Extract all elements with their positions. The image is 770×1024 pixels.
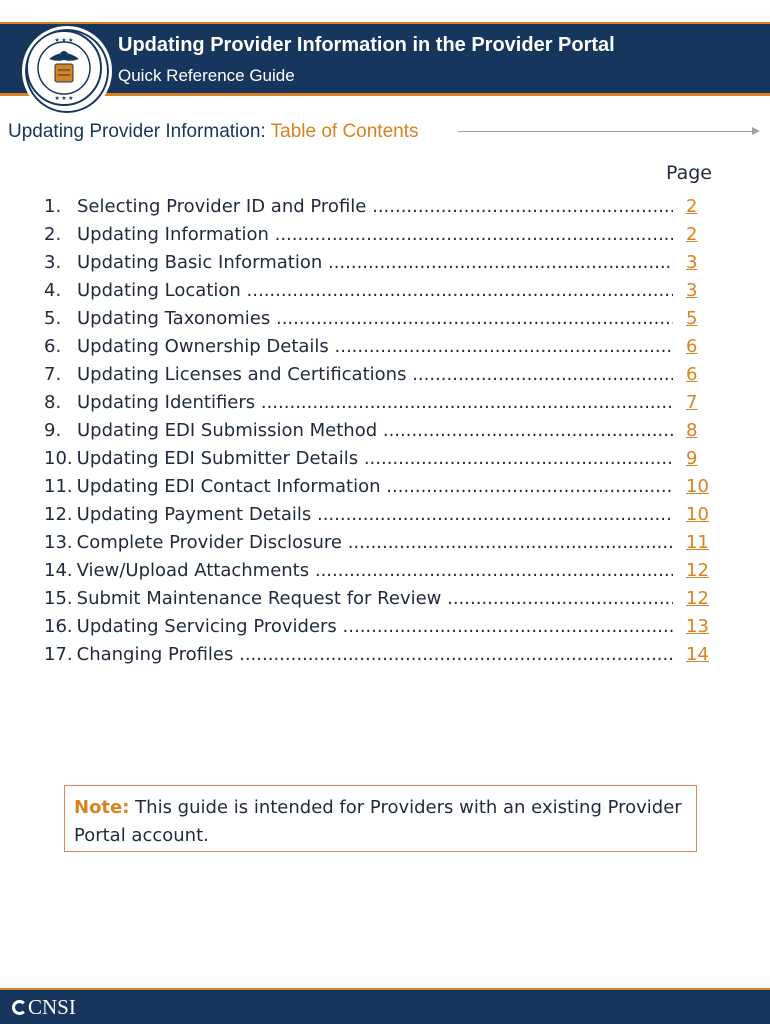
toc-heading xyxy=(8,121,419,143)
toc-item-title: Updating Taxonomies ..... xyxy=(77,308,673,329)
toc-item xyxy=(0,474,770,502)
department-seal-icon xyxy=(22,26,112,116)
toc-item xyxy=(0,334,770,362)
toc-item xyxy=(0,586,770,614)
toc-item-title: Submit Maintenance Request for Review ..... xyxy=(77,588,673,609)
toc-item-number: 3. xyxy=(44,252,62,273)
toc-item-title: Changing Profiles ..... xyxy=(77,644,673,665)
toc-heading-main: Updating Provider Information: xyxy=(8,121,271,142)
toc-page-link[interactable]: 14 xyxy=(686,644,709,665)
footer-logo-text: CNSI xyxy=(28,995,76,1019)
note-text: This guide is intended for Providers with an existing Provider Portal account. xyxy=(74,797,682,846)
toc-page-link[interactable]: 3 xyxy=(686,280,698,301)
toc-item xyxy=(0,306,770,334)
toc-item-number: 2. xyxy=(44,224,62,245)
toc-item xyxy=(0,278,770,306)
toc-item xyxy=(0,530,770,558)
toc-item-title: Updating EDI Submission Method ..... xyxy=(77,420,673,441)
page-column-label: Page xyxy=(666,162,712,184)
toc-page-link[interactable]: 3 xyxy=(686,252,698,273)
toc-item-number: 8. xyxy=(44,392,62,413)
heading-divider xyxy=(458,131,754,132)
toc-item-number: 11. xyxy=(44,476,73,497)
toc-page-link[interactable]: 6 xyxy=(686,364,698,385)
cnsi-logo-icon xyxy=(12,1000,27,1015)
note-box xyxy=(64,785,697,852)
toc-item-title: Updating Payment Details ..... xyxy=(77,504,673,525)
toc-item xyxy=(0,222,770,250)
toc-item-title: Updating Basic Information ..... xyxy=(77,252,673,273)
toc-item-title: Updating Licenses and Certifications ..... xyxy=(77,364,673,385)
toc-item-number: 4. xyxy=(44,280,62,301)
toc-item-number: 14. xyxy=(44,560,73,581)
toc-item-title: Selecting Provider ID and Profile ..... xyxy=(77,196,673,217)
arrow-right-icon xyxy=(752,127,760,135)
toc-item-number: 1. xyxy=(44,196,62,217)
toc-item-number: 5. xyxy=(44,308,62,329)
toc-item xyxy=(0,558,770,586)
toc-item-title: Updating Identifiers ..... xyxy=(77,392,673,413)
toc-list xyxy=(0,194,770,670)
toc-page-link[interactable]: 10 xyxy=(686,476,709,497)
toc-page-link[interactable]: 10 xyxy=(686,504,709,525)
note-label: Note: xyxy=(74,797,130,818)
toc-item xyxy=(0,194,770,222)
toc-item-number: 13. xyxy=(44,532,73,553)
svg-text:★ ★ ★: ★ ★ ★ xyxy=(54,38,74,44)
toc-item-title: Updating EDI Submitter Details ..... xyxy=(77,448,673,469)
toc-item xyxy=(0,446,770,474)
toc-page-link[interactable]: 9 xyxy=(686,448,698,469)
header-banner xyxy=(0,22,770,102)
toc-page-link[interactable]: 11 xyxy=(686,532,709,553)
toc-item-title: Updating Ownership Details ..... xyxy=(77,336,673,357)
toc-item xyxy=(0,642,770,670)
toc-item-title: Updating Information ..... xyxy=(77,224,673,245)
toc-heading-accent: Table of Contents xyxy=(270,121,419,142)
toc-item-number: 6. xyxy=(44,336,62,357)
toc-item-number: 16. xyxy=(44,616,73,637)
svg-text:★ ★ ★: ★ ★ ★ xyxy=(54,96,74,102)
toc-item xyxy=(0,250,770,278)
toc-page-link[interactable]: 2 xyxy=(686,224,698,245)
toc-page-link[interactable]: 2 xyxy=(686,196,698,217)
toc-page-link[interactable]: 12 xyxy=(686,588,709,609)
toc-item-title: Updating Servicing Providers ..... xyxy=(77,616,673,637)
cnsi-logo xyxy=(12,995,76,1020)
toc-item-title: Updating EDI Contact Information ..... xyxy=(77,476,673,497)
toc-page-link[interactable]: 13 xyxy=(686,616,709,637)
toc-page-link[interactable]: 7 xyxy=(686,392,698,413)
toc-item-title: Updating Location ..... xyxy=(77,280,673,301)
toc-item xyxy=(0,362,770,390)
document-subtitle: Quick Reference Guide xyxy=(118,66,295,85)
toc-item-number: 15. xyxy=(44,588,73,609)
footer-bar xyxy=(0,988,770,1024)
toc-item-number: 10. xyxy=(44,448,73,469)
toc-item-number: 12. xyxy=(44,504,73,525)
toc-page-link[interactable]: 6 xyxy=(686,336,698,357)
toc-page-link[interactable]: 12 xyxy=(686,560,709,581)
toc-page-link[interactable]: 8 xyxy=(686,420,698,441)
toc-item-title: Complete Provider Disclosure ..... xyxy=(77,532,673,553)
toc-item-number: 7. xyxy=(44,364,62,385)
toc-page-link[interactable]: 5 xyxy=(686,308,698,329)
toc-item xyxy=(0,614,770,642)
toc-item-number: 17. xyxy=(44,644,73,665)
toc-item xyxy=(0,418,770,446)
toc-item-title: View/Upload Attachments ..... xyxy=(77,560,673,581)
toc-item xyxy=(0,390,770,418)
document-title: Updating Provider Information in the Provider Portal xyxy=(118,34,615,56)
toc-item-number: 9. xyxy=(44,420,62,441)
toc-item xyxy=(0,502,770,530)
